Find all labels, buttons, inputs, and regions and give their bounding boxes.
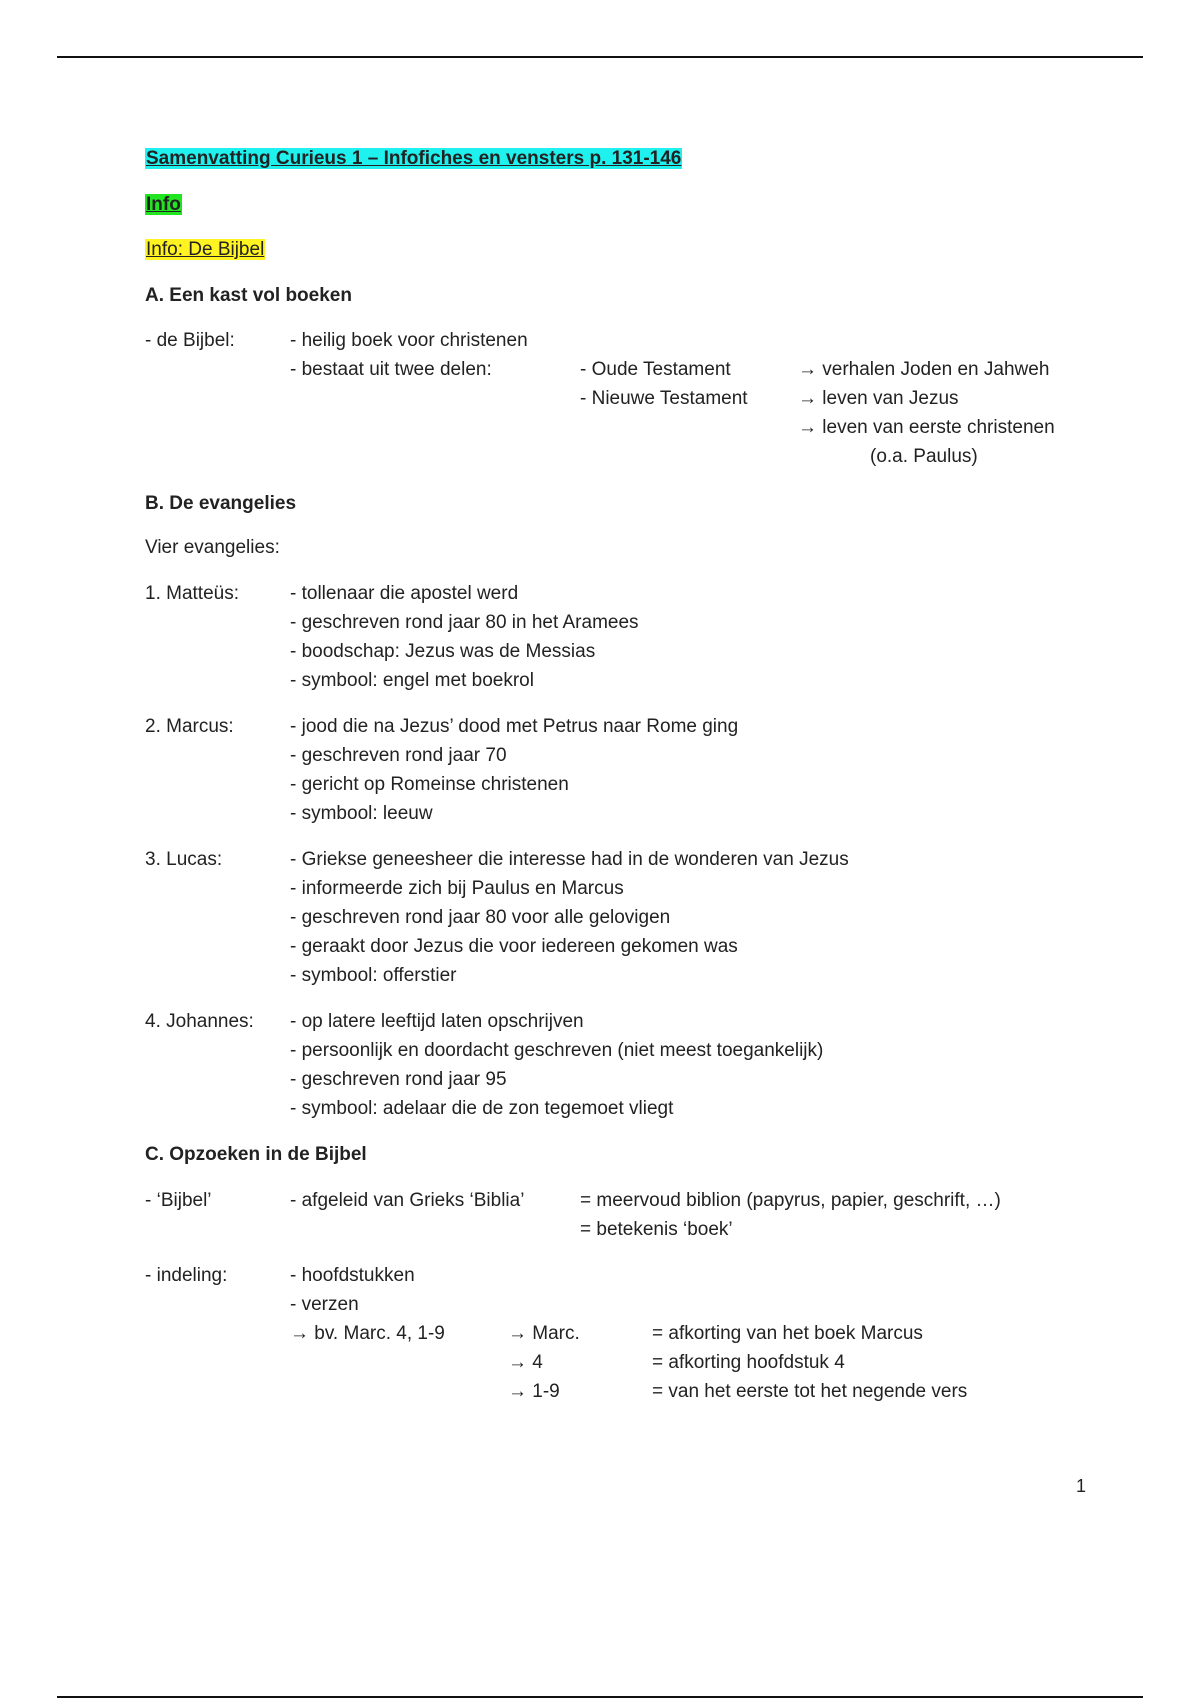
- evangelist-line: - geschreven rond jaar 80 in het Aramees: [290, 612, 639, 633]
- document-title: Samenvatting Curieus 1 – Infofiches en vensters p. 131-146: [146, 148, 682, 169]
- section-b-heading: B. De evangelies: [145, 493, 297, 514]
- evangelist-line: - tollenaar die apostel werd: [290, 583, 519, 604]
- evangelist-line: - geschreven rond jaar 80 voor alle gelovigen: [290, 907, 671, 928]
- bijbel-origin: - afgeleid van Grieks ‘Biblia’: [290, 1190, 525, 1211]
- evangelist-line: - jood die na Jezus’ dood met Petrus naar Rome ging: [290, 716, 739, 737]
- bijbel-line-2: - bestaat uit twee delen:: [290, 359, 492, 380]
- oude-testament: - Oude Testament: [580, 359, 731, 380]
- evangelist-name: 4. Johannes:: [145, 1011, 254, 1032]
- indeling-example: → bv. Marc. 4, 1-9: [290, 1323, 445, 1344]
- evangelist-line: - boodschap: Jezus was de Messias: [290, 641, 596, 662]
- evangelist-line: - geschreven rond jaar 70: [290, 745, 507, 766]
- evangelist-name: 3. Lucas:: [145, 849, 223, 870]
- reference-part: → 1-9: [508, 1381, 560, 1402]
- header-rule: [57, 56, 1143, 58]
- nieuwe-testament: - Nieuwe Testament: [580, 388, 748, 409]
- evangelist-line: - geraakt door Jezus die voor iedereen gekomen was: [290, 936, 738, 957]
- evangelist-name: 2. Marcus:: [145, 716, 234, 737]
- evangelist-name: 1. Matteüs:: [145, 583, 239, 604]
- evangelist-line: - symbool: engel met boekrol: [290, 670, 534, 691]
- bijbel-meaning-2: = betekenis ‘boek’: [580, 1219, 733, 1240]
- bijbel-word-label: - ‘Bijbel’: [145, 1190, 212, 1211]
- info-label: Info: [146, 194, 181, 215]
- indeling-line-2: - verzen: [290, 1294, 359, 1315]
- section-c-heading: C. Opzoeken in de Bijbel: [145, 1144, 367, 1165]
- evangelist-line: - op latere leeftijd laten opschrijven: [290, 1011, 584, 1032]
- evangelist-line: - symbool: adelaar die de zon tegemoet vliegt: [290, 1098, 674, 1119]
- evangelist-line: - persoonlijk en doordacht geschreven (niet meest toegankelijk): [290, 1040, 824, 1061]
- indeling-line-1: - hoofdstukken: [290, 1265, 415, 1286]
- reference-part: → Marc.: [508, 1323, 580, 1344]
- bijbel-meaning-1: = meervoud biblion (papyrus, papier, geschrift, …): [580, 1190, 1001, 1211]
- evangelist-line: - Griekse geneesheer die interesse had in de wonderen van Jezus: [290, 849, 849, 870]
- arrow-line-2: → leven van Jezus: [798, 388, 959, 409]
- indeling-label: - indeling:: [145, 1265, 228, 1286]
- reference-meaning: = afkorting van het boek Marcus: [652, 1323, 923, 1344]
- evangelist-line: - geschreven rond jaar 95: [290, 1069, 507, 1090]
- bijbel-label: - de Bijbel:: [145, 330, 235, 351]
- arrow-line-3: → leven van eerste christenen: [798, 417, 1055, 438]
- reference-part: → 4: [508, 1352, 543, 1373]
- arrow-line-3b: (o.a. Paulus): [870, 446, 978, 467]
- evangelist-line: - symbool: leeuw: [290, 803, 433, 824]
- reference-meaning: = van het eerste tot het negende vers: [652, 1381, 968, 1402]
- arrow-line-1: → verhalen Joden en Jahweh: [798, 359, 1050, 380]
- page-number: 1: [1076, 1476, 1087, 1496]
- footer-rule: [57, 1696, 1143, 1698]
- evangelist-line: - informeerde zich bij Paulus en Marcus: [290, 878, 624, 899]
- evangelist-line: - gericht op Romeinse christenen: [290, 774, 569, 795]
- bijbel-line-1: - heilig boek voor christenen: [290, 330, 528, 351]
- evangelies-intro: Vier evangelies:: [145, 537, 280, 558]
- evangelist-line: - symbool: offerstier: [290, 965, 457, 986]
- reference-meaning: = afkorting hoofdstuk 4: [652, 1352, 845, 1373]
- section-a-heading: A. Een kast vol boeken: [145, 285, 352, 306]
- info-subtitle: Info: De Bijbel: [146, 239, 265, 260]
